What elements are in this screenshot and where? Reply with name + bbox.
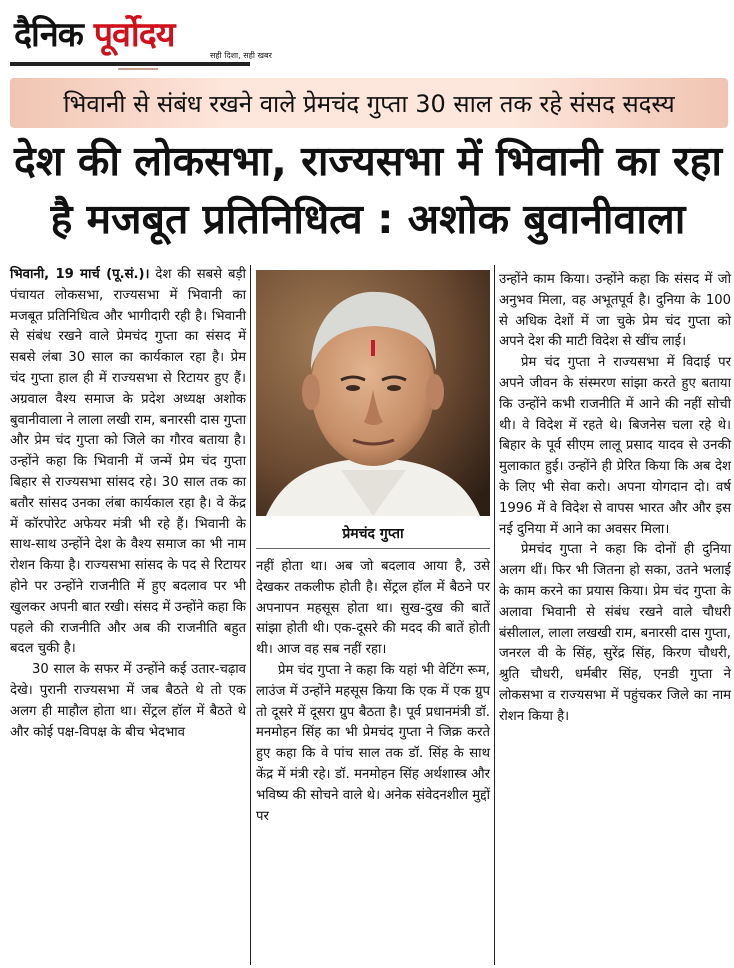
article-paragraph: 30 साल के सफर में उन्होंने कई उतार-चढ़ाव देखे। पुरानी राज्यसभा में जब बैठते थे तो एक अलग ही माहौल होता था। सेंट्रल हॉल में बैठते थे और कोई पक्ष-विपक्ष के बीच भेदभाव: [10, 662, 246, 740]
column-divider: [494, 265, 495, 965]
headline: [12, 132, 724, 248]
article-paragraph: प्रेम चंद गुप्ता ने कहा कि यहां भी वेटिंग रूम, लाउंज में उन्होंने महसूस किया कि एक में एक ग्रुप तो दूसरे में दूसरा ग्रुप बैठता है। पूर्व प्रधानमंत्री डॉ. मनमोहन सिंह का भी प्रेमचंद गुप्ता ने जिक्र करते हुए कहा कि वे पांच साल तक डॉ. सिंह के साथ केंद्र में मंत्री रहे। डॉ. मनमोहन सिंह अर्थशास्त्र और भविष्य की सोचने वाले थे। अनेक संवेदनशील मुद्दों पर: [256, 662, 490, 824]
tagline: सही दिशा, सही खबर: [210, 51, 272, 60]
brand-name-red: पूर्वोदय: [93, 15, 175, 55]
headline-line-2: है मजबूत प्रतिनिधित्व : अशोक बुवानीवाला: [50, 195, 686, 243]
headline-line-1: देश की लोकसभा, राज्यसभा में भिवानी का रहा: [13, 137, 723, 185]
paragraph-text: देश की सबसे बड़ी पंचायत लोकसभा, राज्यसभा में भिवानी का मजबूत प्रतिनिधित्व और भागीदारी रही है। भिवानी से संबंध रखने वाले प्रेमचंद गुप्ता का संसद में सबसे लंबा 30 साल का कार्यकाल रहा है। प्रेम चंद गुप्ता हाल ही में राज्यसभा से रिटायर हुए हैं। अग्रवाल वैश्य समाज के प्रदेश अध्यक्ष अशोक बुवानीवाला ने लाला लखी राम, बनारसी दास गुप्ता और प्रेम चंद गुप्ता को जिले का गौरव बताया है। उन्होंने कहा कि भिवानी में जन्में प्रेम चंद गुप्ता बिहार से राज्यसभा सांसद रहे। 30 साल तक का बतौर सांसद उनका लंबा कार्यकाल रहा है। वे केंद्र में कॉरपोरेट अफेयर मंत्री भी रहे हैं। भिवानी के साथ-साथ उन्होंने देश के वैश्य समाज का भी नाम रोशन किया है। राज्यसभा सांसद के पद से रिटायर होने पर उन्होंने राजनीति में हुए बदलाव पर भी खुलकर अपनी बात रखी। संसद में उन्होंने कहा कि पहले की राजनीति और अब की राजनीति बहुत बदल चुकी है।: [10, 267, 246, 657]
masthead: [10, 8, 310, 68]
photo-caption-box: [256, 518, 490, 548]
article-paragraph: प्रेम चंद गुप्ता ने राज्यसभा में विदाई पर अपने जीवन के संस्मरण सांझा करते हुए बताया कि उन्होंने कभी राजनीति में आने की नहीं सोची थी। वे विदेश में रहते थे। बिजनेस चला रहे थे। बिहार के पूर्व सीएम लालू प्रसाद यादव से उनकी मुलाकात हुई। उन्होंने ही प्रेरित किया कि अब देश के लिए भी सेवा करो। अपना योगदान दो। वर्ष 1996 में वे विदेश से वापस भारत और और इस नई दुनिया में आने का अवसर मिला।: [499, 355, 731, 537]
article-column-1: [10, 265, 246, 965]
article-paragraph: [10, 265, 246, 660]
photo-caption: प्रेमचंद गुप्ता: [336, 524, 409, 543]
newspaper-logo: [14, 10, 174, 56]
article-paragraph: उन्होंने काम किया। उन्होंने कहा कि संसद में जो अनुभव मिला, वह अभूतपूर्व है। दुनिया के 100 से अधिक देशों में जा चुके प्रेम चंद गुप्ता को अपने देश की माटी विदेश से खींच लाई।: [499, 272, 731, 350]
article-paragraph: नहीं होता था। अब जो बदलाव आया है, उसे देखकर तकलीफ होती है। सेंट्रल हॉल में बैठने पर अपनापन महसूस होता था। सुख-दुख की बातें सांझा होती थी। एक-दूसरे की मदद की बातें होती थी। आज वह सब नहीं रहा।: [256, 559, 490, 658]
caption-rule: [256, 548, 490, 549]
article-column-2: [256, 557, 490, 957]
article-paragraph: प्रेमचंद गुप्ता ने कहा कि दोनों ही दुनिया अलग थीं। फिर भी जितना हो सका, उतने भलाई के काम करने का प्रयास किया। प्रेम चंद गुप्ता के अलावा भिवानी से संबंध रखने वाले चौधरी बंसीलाल, लाला लखखी राम, बनारसी दास गुप्ता, जनरल वी के सिंह, सुरेंद्र सिंह, किरण चौधरी, श्रुति चौधरी, धर्मबीर सिंह, एनडी गुप्ता ने लोकसभा व राज्यसभा में पहुंचकर जिले का नाम रोशन किया है।: [499, 542, 731, 724]
article-column-3: [499, 270, 731, 968]
kicker-banner: [10, 78, 728, 128]
column-divider: [250, 265, 251, 965]
portrait-illustration: [256, 270, 490, 516]
dateline: भिवानी, 19 मार्च (पू.सं.)।: [10, 267, 150, 282]
masthead-rule: [10, 62, 250, 66]
masthead-small-rule: [118, 68, 158, 70]
brand-name-black: दैनिक: [14, 15, 94, 55]
kicker-text: भिवानी से संबंध रखने वाले प्रेमचंद गुप्ता 30 साल तक रहे संसद सदस्य: [63, 89, 675, 118]
portrait-photo: [256, 270, 490, 516]
